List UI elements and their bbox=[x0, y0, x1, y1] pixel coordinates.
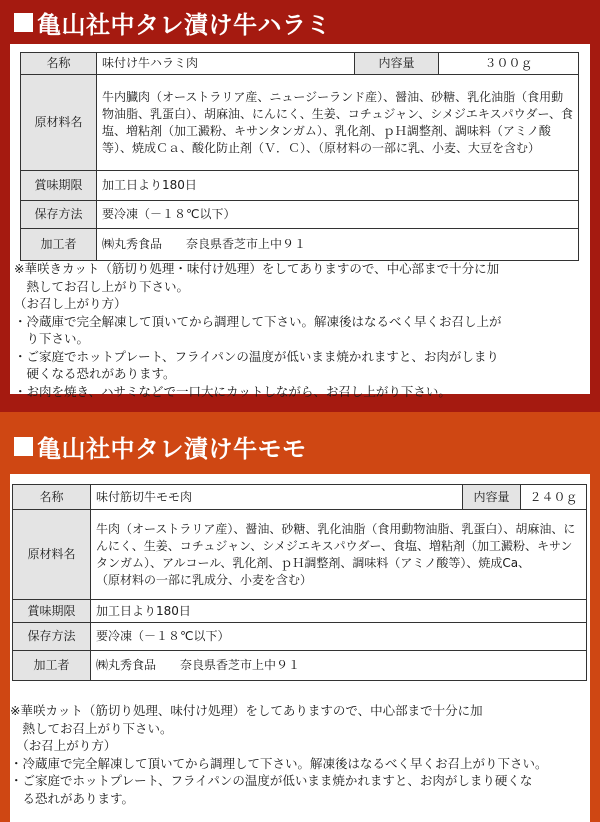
name-label: 名称 bbox=[13, 485, 91, 510]
section-title-bar bbox=[0, 412, 600, 474]
expiry-label: 賞味期限 bbox=[21, 171, 97, 201]
name-value: 味付筋切牛モモ肉 bbox=[91, 485, 463, 510]
section-title: 亀山社中タレ漬け牛モモ bbox=[37, 434, 307, 463]
storage-label: 保存方法 bbox=[13, 623, 91, 651]
momo-section bbox=[0, 412, 600, 822]
table-row bbox=[21, 201, 579, 229]
section-title: 亀山社中タレ漬け牛ハラミ bbox=[37, 10, 331, 39]
name-value: 味付け牛ハラミ肉 bbox=[97, 53, 355, 75]
content-value: ３００ｇ bbox=[439, 53, 579, 75]
processor-label: 加工者 bbox=[21, 229, 97, 261]
table-row bbox=[13, 623, 587, 651]
label-panel bbox=[10, 44, 590, 399]
product-spec-table bbox=[20, 52, 579, 261]
ingredients-value: 牛肉（オーストラリア産）、醤油、砂糖、乳化油脂（食用動物油脂、乳蛋白）、胡麻油、にんにく、生姜、コチュジャン、シメジエキスパウダー、食塩、増粘剤（加工澱粉、キサンタンガム）、アルコール、乳化剤、ｐＨ調整剤、調味料（アミノ酸等）、焼成Ca、 （原材料の一部に乳成分、小麦を含む） bbox=[91, 510, 587, 600]
table-row bbox=[21, 75, 579, 171]
expiry-label: 賞味期限 bbox=[13, 600, 91, 623]
storage-value: 要冷凍（－１８℃以下） bbox=[91, 623, 587, 651]
storage-label: 保存方法 bbox=[21, 201, 97, 229]
name-label: 名称 bbox=[21, 53, 97, 75]
ingredients-label: 原材料名 bbox=[13, 510, 91, 600]
table-row bbox=[21, 171, 579, 201]
table-row bbox=[13, 485, 587, 510]
table-row bbox=[13, 651, 587, 681]
processor-value: ㈱丸秀食品 奈良県香芝市上中９１ bbox=[97, 229, 579, 261]
square-bullet-icon bbox=[14, 437, 33, 456]
expiry-value: 加工日より180日 bbox=[91, 600, 587, 623]
content-label: 内容量 bbox=[463, 485, 521, 510]
table-row bbox=[21, 53, 579, 75]
table-row bbox=[13, 600, 587, 623]
product-spec-table bbox=[12, 484, 587, 681]
section-title-bar bbox=[0, 0, 600, 44]
storage-value: 要冷凍（－１８℃以下） bbox=[97, 201, 579, 229]
content-value: ２４０ｇ bbox=[521, 485, 587, 510]
content-label: 内容量 bbox=[355, 53, 439, 75]
preparation-notes: ※華咲カット（筋切り処理、味付け処理）をしてありますので、中心部まで十分に加 熱してお召上がり下さい。 （お召上がり方） ・冷蔵庫で完全解凍して頂いてから調理して下さい。解凍後はなるべく早くお召上がり下さい。 ・ご家庭でホットプレート、フライパンの温度が低いまま焼かれますと、お肉がしまり硬くな る恐れがあります。 bbox=[10, 703, 548, 806]
table-row bbox=[21, 229, 579, 261]
preparation-notes: ※華咲きカット（筋切り処理・味付け処理）をしてありますので、中心部まで十分に加 熱してお召し上がり下さい。 （お召し上がり方） ・冷蔵庫で完全解凍して頂いてから調理して下さい。解凍後はなるべく早くお召し上が り下さい。 ・ご家庭でホットプレート、フライパンの温度が低いまま焼かれますと、お肉がしまり 硬くなる恐れがあります。 ・お肉を焼き、ハサミなどで一口大にカットしながら、お召し上がり下さい。 bbox=[14, 261, 502, 399]
square-bullet-icon bbox=[14, 13, 33, 32]
table-row bbox=[13, 510, 587, 600]
expiry-value: 加工日より180日 bbox=[97, 171, 579, 201]
processor-label: 加工者 bbox=[13, 651, 91, 681]
label-panel bbox=[10, 474, 590, 822]
ingredients-value: 牛内臓肉（オーストラリア産、ニュージーランド産）、醤油、砂糖、乳化油脂（食用動物油脂、乳蛋白）、胡麻油、にんにく、生姜、コチュジャン、シメジエキスパウダー、食塩、増粘剤（加工澱粉、キサンタンガム）、乳化剤、ｐＨ調整剤、調味料（アミノ酸等）、焼成Ｃａ、酸化防止剤（Ｖ．Ｃ）、（原材料の一部に乳、小麦、大豆を含む） bbox=[97, 75, 579, 171]
ingredients-label: 原材料名 bbox=[21, 75, 97, 171]
processor-value: ㈱丸秀食品 奈良県香芝市上中９１ bbox=[91, 651, 587, 681]
